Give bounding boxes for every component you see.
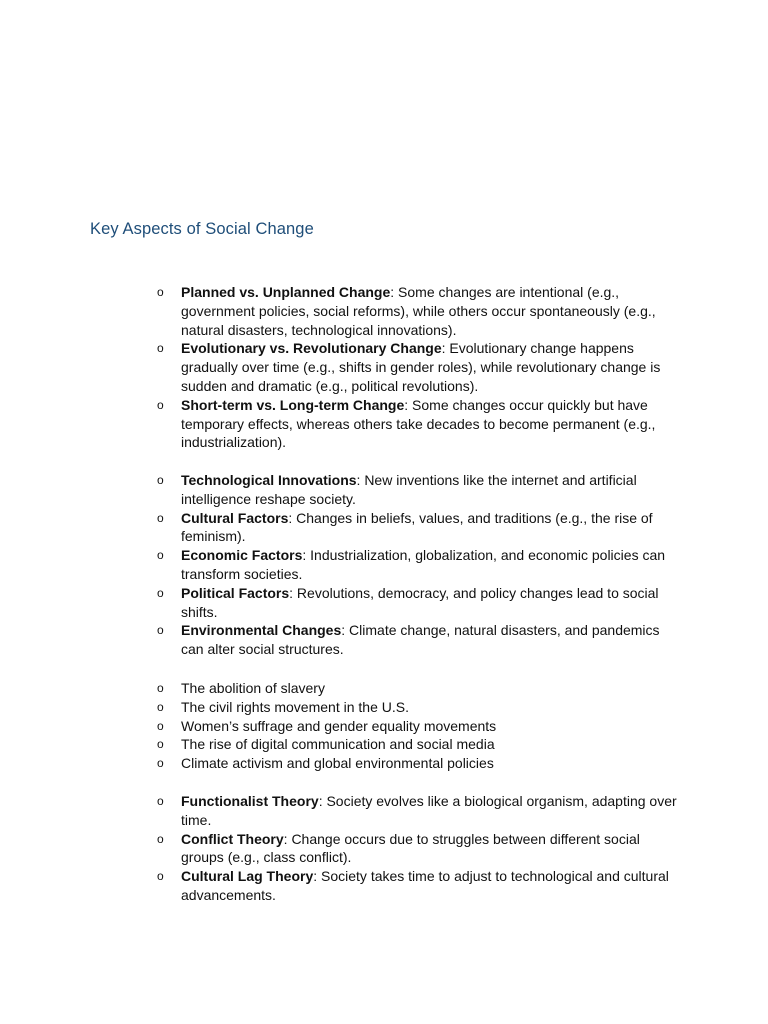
list-item-text: : Climate change, natural disasters, and pandemics can alter social structures. xyxy=(181,622,660,658)
list-item xyxy=(157,396,681,452)
list-item-text: : Society takes time to adjust to technological and cultural advancements. xyxy=(181,868,669,903)
list-item-text: : Some changes are intentional (e.g., government policies, social reforms), while others occur spontaneously (e.g., natural disasters, technological innovations). xyxy=(181,284,656,338)
list-item xyxy=(157,792,681,830)
list-item-term: Planned vs. Unplanned Change xyxy=(181,284,391,300)
bullet-icon: o xyxy=(157,794,164,808)
list-item xyxy=(157,867,681,905)
page-heading: Key Aspects of Social Change xyxy=(90,220,314,238)
bullet-icon: o xyxy=(157,756,164,771)
list-item xyxy=(157,698,681,717)
list-item-text: : Change occurs due to struggles between different social groups (e.g., class conflict). xyxy=(181,830,640,866)
bullet-icon: o xyxy=(157,548,164,563)
theories-list xyxy=(157,792,681,905)
list-item-term: Economic Factors xyxy=(181,547,303,564)
list-item-term: Technological Innovations xyxy=(181,472,357,488)
list-item-text: The civil rights movement in the U.S. xyxy=(181,698,409,715)
list-item-term: Conflict Theory xyxy=(181,830,284,847)
list-item-text: The rise of digital communication and social media xyxy=(181,736,495,753)
bullet-icon: o xyxy=(157,473,164,487)
list-item-text: : New inventions like the internet and artificial intelligence reshape society. xyxy=(181,472,637,507)
list-item xyxy=(157,717,681,736)
list-item-term: Functionalist Theory xyxy=(181,793,319,809)
examples-list xyxy=(157,679,681,773)
bullet-icon: o xyxy=(157,681,164,695)
list-item-term: Evolutionary vs. Revolutionary Change xyxy=(181,340,442,357)
bullet-icon: o xyxy=(157,869,164,884)
list-item xyxy=(157,621,681,659)
bullet-icon: o xyxy=(157,699,164,714)
list-item xyxy=(157,546,681,584)
list-item-term: Cultural Factors xyxy=(181,509,289,526)
bullet-icon: o xyxy=(157,285,164,299)
list-item-text: Women’s suffrage and gender equality movements xyxy=(181,717,497,734)
list-item-text: : Revolutions, democracy, and policy changes lead to social shifts. xyxy=(181,584,659,620)
bullet-icon: o xyxy=(157,341,164,356)
bullet-icon: o xyxy=(157,737,164,752)
list-item-text: : Industrialization, globalization, and economic policies can transform societies. xyxy=(181,547,666,582)
list-item xyxy=(157,509,681,547)
list-item xyxy=(157,283,681,339)
bullet-icon: o xyxy=(157,397,164,412)
list-item-term: Cultural Lag Theory xyxy=(181,868,314,885)
list-item-term: Political Factors xyxy=(181,584,290,601)
bullet-icon: o xyxy=(157,585,164,600)
list-item-text: : Changes in beliefs, values, and traditions (e.g., the rise of feminism). xyxy=(181,509,653,545)
aspects-list xyxy=(157,283,681,452)
list-item-text: : Evolutionary change happens gradually over time (e.g., shifts in gender roles), while revolutionary change is sudden and dramatic (e.g., political revolutions). xyxy=(181,340,661,394)
causes-list xyxy=(157,471,681,659)
list-item-text: : Some changes occur quickly but have temporary effects, whereas others take decades to become permanent (e.g., industrialization). xyxy=(181,396,656,451)
list-item-text: Climate activism and global environmental policies xyxy=(181,755,494,772)
bullet-icon: o xyxy=(157,718,164,733)
bullet-icon: o xyxy=(157,831,164,846)
list-item-text: : Society evolves like a biological organism, adapting over time. xyxy=(181,793,677,828)
list-item xyxy=(157,679,681,698)
bullet-icon: o xyxy=(157,510,164,525)
bullet-icon: o xyxy=(157,623,164,638)
list-item xyxy=(157,754,681,773)
list-item-term: Short-term vs. Long-term Change xyxy=(181,396,405,413)
list-item xyxy=(157,735,681,754)
list-item xyxy=(157,471,681,509)
list-item-text: The abolition of slavery xyxy=(181,680,325,696)
list-item xyxy=(157,339,681,395)
list-item xyxy=(157,584,681,622)
list-item xyxy=(157,830,681,868)
list-item-term: Environmental Changes xyxy=(181,622,342,639)
